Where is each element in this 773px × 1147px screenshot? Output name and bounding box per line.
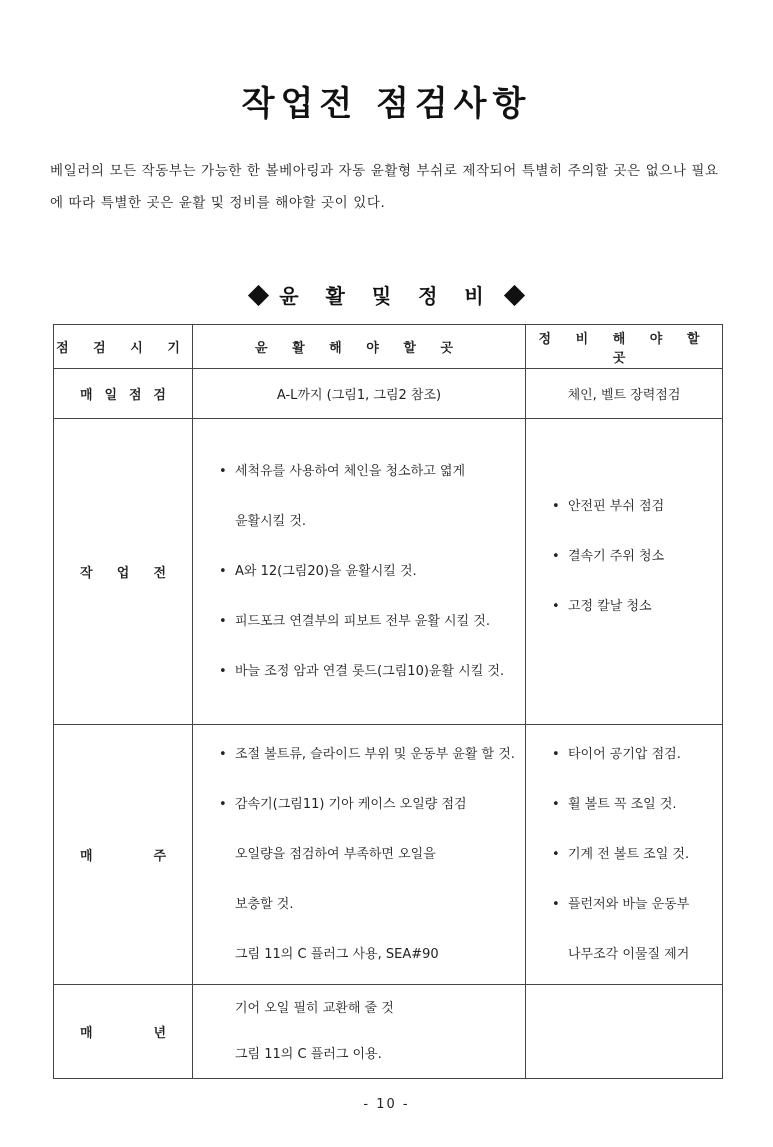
period-char: 전 bbox=[153, 566, 166, 581]
list-item: • 안전핀 부쉬 점검 bbox=[526, 482, 722, 532]
list-item: 그림 11의 C 플러그 사용, SEA#90 bbox=[235, 946, 439, 962]
list-item: • A와 12(그림20)을 윤활시킬 것. bbox=[193, 547, 525, 597]
header-maintenance: 정 비 해 야 할 곳 bbox=[526, 325, 723, 369]
lubrication-before-work bbox=[193, 419, 526, 725]
list-item: • 고정 칼날 청소 bbox=[526, 582, 722, 632]
maintenance-weekly bbox=[526, 725, 723, 985]
section-heading bbox=[0, 280, 773, 309]
period-char: 검 bbox=[153, 388, 166, 403]
list-item: • 기계 전 볼트 조일 것. bbox=[526, 830, 722, 880]
list-item: 기어 오일 필히 교환해 줄 것 bbox=[235, 1000, 394, 1016]
list-item: 윤활시킬 것. bbox=[235, 513, 307, 529]
spacer bbox=[526, 632, 722, 722]
period-char: 작 bbox=[80, 566, 93, 581]
page-title: 작업전 점검사항 bbox=[241, 84, 532, 124]
period-char: 일 bbox=[104, 388, 118, 403]
section-heading-text: 윤 활 및 정 비 bbox=[279, 284, 494, 308]
period-char: 업 bbox=[116, 566, 130, 581]
period-yearly bbox=[54, 985, 193, 1079]
table-row-yearly bbox=[54, 985, 723, 1079]
table-header-row bbox=[54, 325, 723, 369]
list-item: • 타이어 공기압 점검. bbox=[526, 730, 722, 780]
maintenance-before-work bbox=[526, 419, 723, 725]
header-lubrication: 윤 활 해 야 할 곳 bbox=[193, 325, 526, 369]
table-row-before-work bbox=[54, 419, 723, 725]
diamond-icon-right bbox=[504, 285, 525, 306]
period-daily bbox=[54, 369, 193, 419]
maintenance-daily: 체인, 벨트 장력점검 bbox=[526, 369, 723, 419]
list-item: • 플런저와 바늘 운동부 bbox=[526, 880, 722, 930]
list-item: • 피드포크 연결부의 피보트 전부 윤활 시킬 것. bbox=[193, 597, 525, 647]
period-char: 매 bbox=[80, 388, 93, 403]
list-item: 보충할 것. bbox=[235, 896, 294, 912]
lubrication-weekly bbox=[193, 725, 526, 985]
period-weekly bbox=[54, 725, 193, 985]
list-item: 나무조각 이물질 제거 bbox=[568, 946, 690, 962]
lubrication-yearly bbox=[193, 985, 526, 1079]
diamond-icon-left bbox=[248, 285, 269, 306]
maintenance-table bbox=[53, 324, 723, 1079]
page-number: - 10 - bbox=[363, 1097, 410, 1112]
list-item: • 휠 볼트 꼭 조일 것. bbox=[526, 780, 722, 830]
intro-paragraph: 베일러의 모든 작동부는 가능한 한 볼베아링과 자동 윤활형 부쉬로 제작되어 특별히 주의할 곳은 없으나 필요에 따라 특별한 곳은 윤활 및 정비를 해야할 곳이 있다. bbox=[50, 163, 719, 211]
list-item: • 세척유를 사용하여 체인을 청소하고 엷게 bbox=[193, 447, 525, 497]
period-before-work bbox=[54, 419, 193, 725]
header-period: 점 검 시 기 bbox=[54, 325, 193, 369]
period-char: 년 bbox=[153, 1026, 166, 1041]
table-row-weekly bbox=[54, 725, 723, 985]
period-char: 점 bbox=[128, 388, 142, 403]
table-row-daily bbox=[54, 369, 723, 419]
list-item: 그림 11의 C 플러그 이용. bbox=[235, 1046, 382, 1062]
list-item: • 조절 볼트류, 슬라이드 부위 및 운동부 윤활 할 것. bbox=[193, 730, 525, 780]
spacer bbox=[526, 422, 722, 482]
list-item: • 바늘 조정 암과 연결 롯드(그림10)윤활 시킬 것. bbox=[193, 647, 525, 697]
list-item: • 결속기 주위 청소 bbox=[526, 532, 722, 582]
maintenance-yearly bbox=[526, 985, 723, 1079]
lubrication-daily: A-L까지 (그림1, 그림2 참조) bbox=[193, 369, 526, 419]
period-char: 주 bbox=[153, 849, 166, 864]
period-char: 매 bbox=[80, 1026, 93, 1041]
list-item: 오일량을 점검하여 부족하면 오일을 bbox=[235, 846, 436, 862]
list-item: • 감속기(그림11) 기아 케이스 오일량 점검 bbox=[193, 780, 525, 830]
period-char: 매 bbox=[80, 849, 93, 864]
